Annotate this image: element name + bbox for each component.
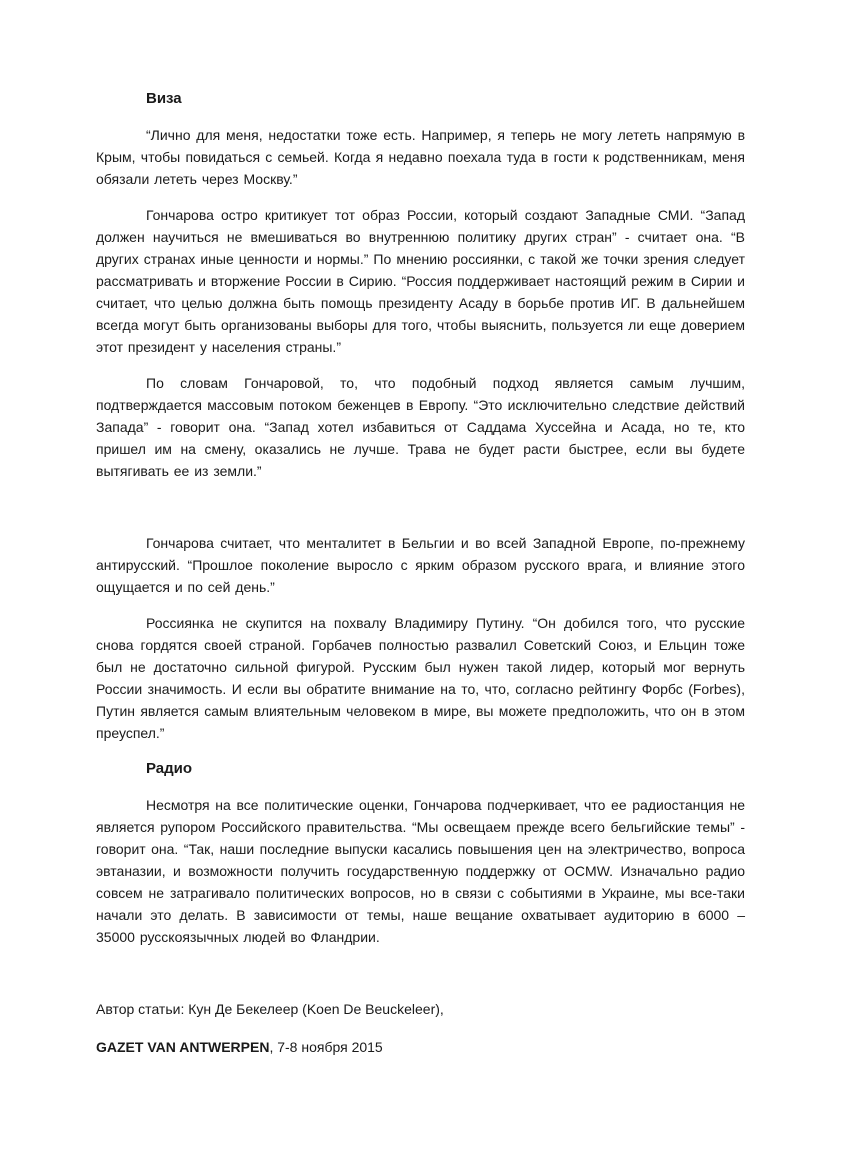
- blank-gap: [96, 482, 745, 518]
- paragraph-mentality: Гончарова считает, что менталитет в Бельгии и во всей Западной Европе, по-прежнему антирусский. “Прошлое поколение выросло с ярким образом русского врага, и влияние этого ощущается и по сей день.”: [96, 535, 745, 595]
- paragraph-refugees: По словам Гончаровой, то, что подобный подход является самым лучшим, подтверждается массовым потоком беженцев в Европу. “Это исключительно следствие действий Запада” - говорит она. “Запад хотел избавиться от Саддама Хуссейна и Асада, но те, кто пришел им на смену, оказались не лучше. Трава не будет расти быстрее, если вы будете вытягивать ее из земли.”: [96, 375, 745, 479]
- paragraph-radio-station: Несмотря на все политические оценки, Гончарова подчеркивает, что ее радиостанция не является рупором Российского правительства. “Мы освещаем прежде всего бельгийские темы” - говорит она. “Так, наши последние выпуски касались повышения цен на электричество, вопроса эвтаназии, и возможности получить государственную поддержку от OCMW. Изначально радио совсем не затрагивало политических вопросов, но в связи с событиями в Украине, мы все-таки начали это делать. В зависимости от темы, наше вещание охватывает аудиторию в 6000 – 35000 русскоязычных людей во Фландрии.: [96, 797, 745, 945]
- source-publication-name: GAZET VAN ANTWERPEN: [96, 1039, 270, 1055]
- source-line: [96, 1036, 745, 1058]
- paragraph-western-media: Гончарова остро критикует тот образ России, который создают Западные СМИ. “Запад должен научиться не вмешиваться во внутреннюю политику других стран” - считает она. “В других странах иные ценности и нормы.” По мнению россиянки, с такой же точки зрения следует рассматривать и вторжение России в Сирию. “Россия поддерживает настоящий режим в Сирии и считает, что целью должна быть помощь президенту Асаду в борьбе против ИГ. В дальнейшем всегда могут быть организованы выборы для того, чтобы выяснить, пользуется ли еще доверием этот президент у населения страны.”: [96, 207, 745, 355]
- blank-gap-footer: [96, 948, 745, 984]
- section-heading-radio: Радио: [146, 760, 193, 777]
- paragraph-visa-quote: “Лично для меня, недостатки тоже есть. Например, я теперь не могу лететь напрямую в Крым, чтобы повидаться с семьей. Когда я недавно поехала туда в гости к родственникам, меня обязали лететь через Москву.”: [96, 127, 745, 187]
- section-heading-visa: Виза: [146, 90, 182, 107]
- paragraph-putin-praise: Россиянка не скупится на похвалу Владимиру Путину. “Он добился того, что русские снова гордятся своей страной. Горбачев полностью развалил Советский Союз, и Ельцин тоже был не достаточно сильной фигурой. Русским был нужен такой лидер, который мог вернуть России значимость. И если вы обратите внимание на то, что, согласно рейтингу Форбс (Forbes), Путин является самым влиятельным человеком в мире, вы можете предположить, что он в этом преуспел.”: [96, 615, 745, 741]
- author-line: Автор статьи: Кун Де Бекелеер (Koen De Beuckeleer),: [96, 1001, 444, 1017]
- source-publication-date: , 7-8 ноября 2015: [269, 1039, 383, 1055]
